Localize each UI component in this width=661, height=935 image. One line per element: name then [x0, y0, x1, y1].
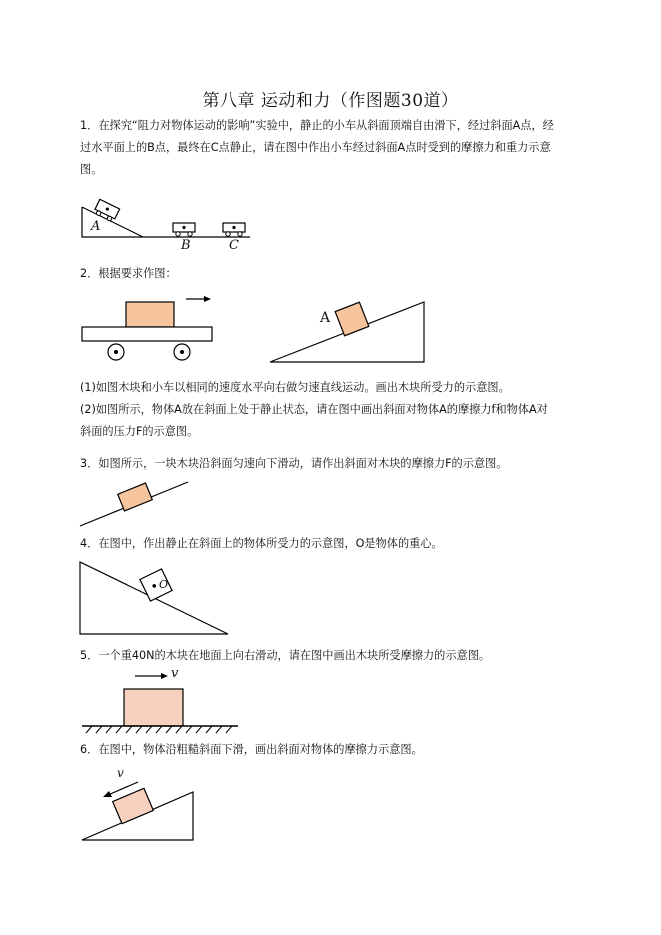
figure-6-label-v: v [117, 766, 124, 780]
question-2-line-1: 2．根据要求作图： [80, 267, 177, 280]
question-4-line-1: 4．在图中，作出静止在斜面上的物体所受力的示意图，O是物体的重心。 [80, 537, 443, 550]
question-3-line-1: 3．如图所示，一块木块沿斜面匀速向下滑动，请作出斜面对木块的摩擦力F的示意图。 [80, 457, 508, 470]
question-6-line-1: 6．在图中，物体沿粗糙斜面下滑，画出斜面对物体的摩擦力示意图。 [80, 743, 423, 756]
page-title: 第八章 运动和力（作图题30道） [202, 91, 459, 111]
figure-5-label-v: v [171, 666, 179, 681]
question-2-sub-3: 斜面的压力F的示意图。 [80, 425, 199, 438]
question-5-line-1: 5．一个重40N的木块在地面上向右滑动，请在图中画出木块所受摩擦力的示意图。 [80, 649, 491, 662]
question-2-sub-2: (2)如图所示，物体A放在斜面上处于静止状态，请在图中画出斜面对物体A的摩擦力f和物体A对 [80, 403, 548, 416]
question-1-line-3: 图。 [80, 163, 103, 176]
question-1-line-1: 1．在探究“阻力对物体运动的影响”实验中，静止的小车从斜面顶端自由滑下，经过斜面A点，经 [80, 119, 554, 132]
question-1-line-2: 过水平面上的B点，最终在C点静止，请在图中作出小车经过斜面A点时受到的摩擦力和重力示意 [80, 141, 551, 154]
figure-1-label-c: C [229, 238, 239, 253]
figure-4-label-o: O [159, 578, 169, 591]
question-2-sub-1: (1)如图木块和小车以相同的速度水平向右做匀速直线运动。画出木块所受力的示意图。 [80, 381, 510, 394]
figure-2-label-a: A [320, 310, 331, 326]
figure-1-label-b: B [181, 238, 191, 253]
figure-1-label-a: A [91, 219, 101, 234]
